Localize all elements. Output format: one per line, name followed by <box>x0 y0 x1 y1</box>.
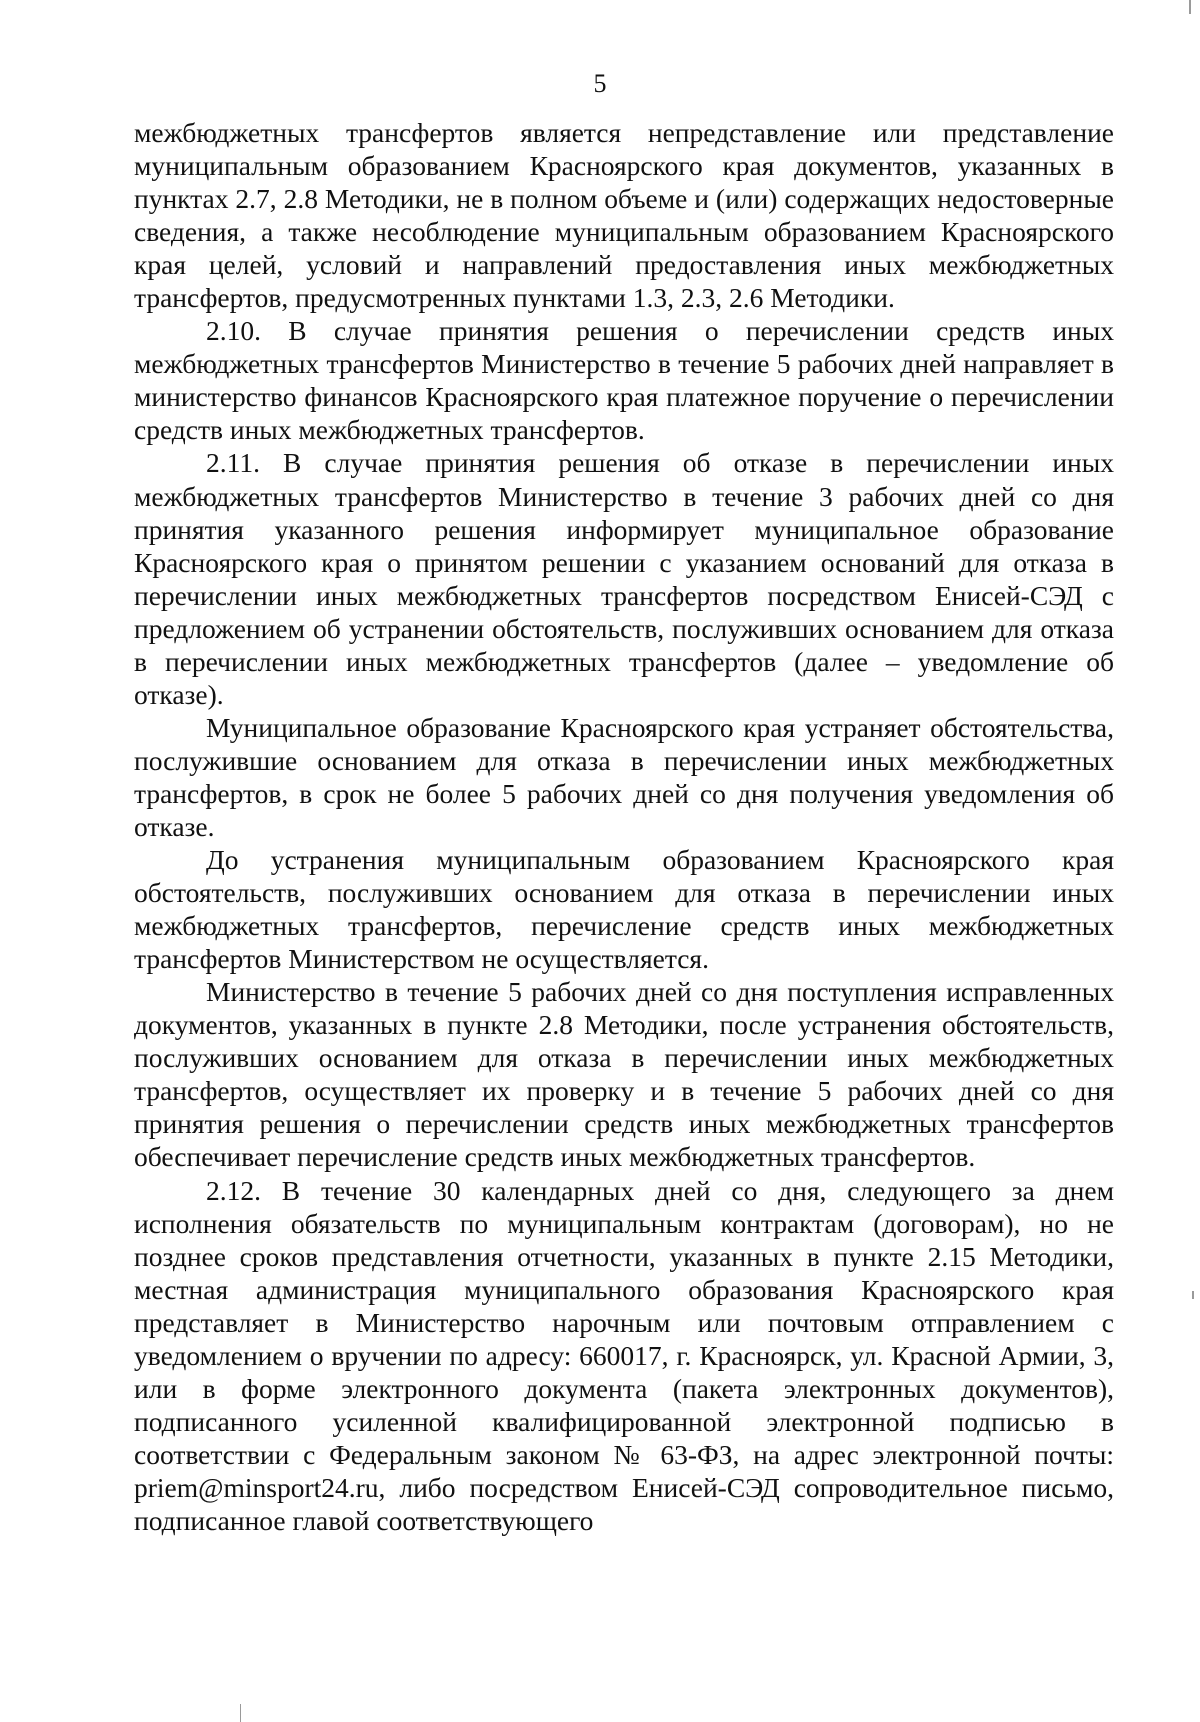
paragraph-ministry-checks: Министерство в течение 5 рабочих дней со дня поступления исправленных документов, указанных в пункте 2.8 Методики, после устранения обстоятельств, послуживших основанием для отказа в перечислении иных межбюджетных трансфертов, осуществляет их проверку и в течение 5 рабочих дней со дня принятия решения о перечислении средств иных межбюджетных трансфертов обеспечивает перечисление средств иных межбюджетных трансфертов. <box>134 976 1114 1173</box>
document-body <box>134 116 1114 1537</box>
paragraph-2-12: 2.12. В течение 30 календарных дней со дня, следующего за днем исполнения обязательств по муниципальным контрактам (договорам), но не позднее сроков представления отчетности, указанных в пункте 2.15 Методики, местная администрация муниципального образования Красноярского края представляет в Министерство нарочным или почтовым отправлением с уведомлением о вручении по адресу: 660017, г. Красноярск, ул. Красной Армии, 3, или в форме электронного документа (пакета электронных документов), подписанного усиленной квалифицированной электронной подписью в соответствии с Федеральным законом № 63-ФЗ, на адрес электронной почты: priem@minsport24.ru, либо посредством Енисей-СЭД сопроводительное письмо, подписанное главой соответствующего <box>134 1174 1114 1536</box>
paragraph-municipality-eliminates: Муниципальное образование Красноярского края устраняет обстоятельства, послужившие основанием для отказа в перечислении иных межбюджетных трансфертов, в срок не более 5 рабочих дней со дня получения уведомления об отказе. <box>134 711 1114 842</box>
scan-artifact-top-right <box>1189 0 1191 14</box>
paragraph-2-11: 2.11. В случае принятия решения об отказе в перечислении иных межбюджетных трансфертов Министерство в течение 3 рабочих дней со дня принятия указанного решения информирует муниципальное образование Красноярского края о принятом решении с указанием оснований для отказа в перечислении иных межбюджетных трансфертов посредством Енисей-СЭД с предложением об устранении обстоятельств, послуживших основанием для отказа в перечислении иных межбюджетных трансфертов (далее – уведомление об отказе). <box>134 447 1114 710</box>
page-number: 5 <box>593 69 607 98</box>
paragraph-continuation: межбюджетных трансфертов является непредставление или представление муниципальным образованием Красноярского края документов, указанных в пунктах 2.7, 2.8 Методики, не в полном объеме и (или) содержащих недостоверные сведения, а также несоблюдение муниципальным образованием Красноярского края целей, условий и направлений предоставления иных межбюджетных трансфертов, предусмотренных пунктами 1.3, 2.3, 2.6 Методики. <box>134 117 1114 314</box>
scan-artifact-bottom-left <box>240 1704 241 1722</box>
paragraph-until-elimination: До устранения муниципальным образованием Красноярского края обстоятельств, послуживших основанием для отказа в перечислении иных межбюджетных трансфертов, перечисление средств иных межбюджетных трансфертов Министерством не осуществляется. <box>134 844 1114 975</box>
paragraph-2-10: 2.10. В случае принятия решения о перечислении средств иных межбюджетных трансфертов Министерство в течение 5 рабочих дней направляет в министерство финансов Красноярского края платежное поручение о перечислении средств иных межбюджетных трансфертов. <box>134 315 1114 446</box>
scan-artifact-right-edge <box>1192 1291 1194 1299</box>
